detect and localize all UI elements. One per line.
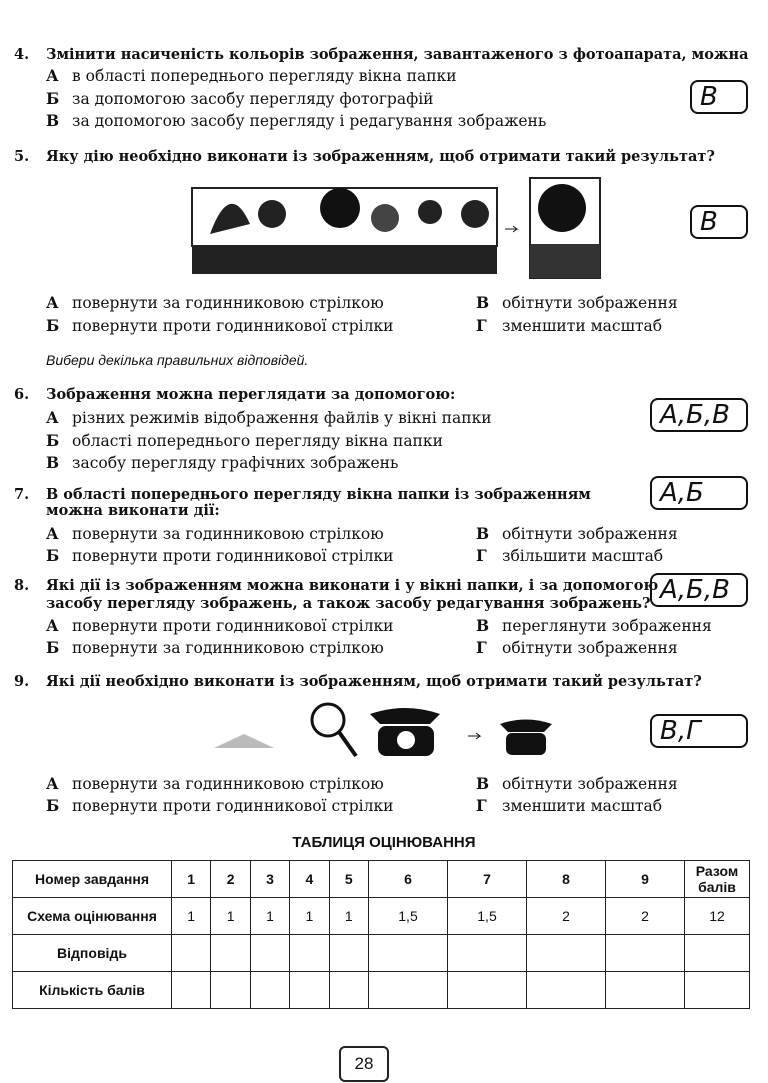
q6-option-a: А різних режимів відображення файлів у вікні папки xyxy=(46,408,492,427)
q8-option-a: А повернути проти годинникової стрілки xyxy=(46,616,394,635)
q4-option-b: Б за допомогою засобу перегляду фотографій xyxy=(46,89,434,108)
q8-option-v: В переглянути зображення xyxy=(476,616,712,635)
q9-option-a: А повернути за годинниковою стрілкою xyxy=(46,774,384,793)
q7-answer-box[interactable]: А,Б xyxy=(650,476,748,510)
q5-flowers-image xyxy=(190,174,610,280)
question-9: 9. Які дії необхідно виконати із зображенням, щоб отримати такий результат? xyxy=(14,673,702,690)
q6-option-c: В засобу перегляду графічних зображень xyxy=(46,453,399,472)
table-cell: 1 xyxy=(250,898,289,935)
table-cell: Відповідь xyxy=(13,935,172,972)
q7-option-v: В обітнути зображення xyxy=(476,524,678,543)
table-cell: Разом балів xyxy=(685,861,750,898)
q4-answer-box[interactable]: В xyxy=(690,80,748,114)
question-8: 8. Які дії із зображенням можна виконати і у вікні папки, і за допомогою xyxy=(14,577,659,594)
question-7-cont: можна виконати дії: xyxy=(46,502,220,519)
multiple-choice-hint: Вибери декілька правильних відповідей. xyxy=(46,352,309,368)
table-cell: 12 xyxy=(685,898,750,935)
q9-answer-box[interactable]: В,Г xyxy=(650,714,748,748)
table-header-row xyxy=(13,861,750,898)
table-cell: 4 xyxy=(290,861,329,898)
table-cell: 2 xyxy=(527,898,606,935)
question-8-cont: засобу перегляду зображень, а також засобу редагування зображень? xyxy=(46,595,651,612)
grading-table xyxy=(12,860,750,1009)
q5-answer-box[interactable]: В xyxy=(690,205,748,239)
table-scheme-row xyxy=(13,898,750,935)
table-cell: 3 xyxy=(250,861,289,898)
question-5: 5. Яку дію необхідно виконати із зображенням, щоб отримати такий результат? xyxy=(14,148,715,165)
table-points-row xyxy=(13,972,750,1009)
table-cell: 9 xyxy=(606,861,685,898)
table-cell: 1 xyxy=(290,898,329,935)
q7-option-b: Б повернути проти годинникової стрілки xyxy=(46,546,394,565)
page-number: 28 xyxy=(339,1046,389,1082)
q7-option-g: Г збільшити масштаб xyxy=(476,546,664,565)
q7-option-a: А повернути за годинниковою стрілкою xyxy=(46,524,384,543)
table-cell: Схема оцінювання xyxy=(13,898,172,935)
table-cell: 6 xyxy=(369,861,448,898)
q5-option-g: Г зменшити масштаб xyxy=(476,316,663,335)
q5-option-a: А повернути за годинниковою стрілкою xyxy=(46,293,384,312)
table-cell: 1 xyxy=(329,898,368,935)
table-cell: 2 xyxy=(211,861,250,898)
q4-option-c: В за допомогою засобу перегляду і редагування зображень xyxy=(46,111,547,130)
table-cell: 1,5 xyxy=(448,898,527,935)
table-answer-row xyxy=(13,935,750,972)
q9-option-g: Г зменшити масштаб xyxy=(476,796,663,815)
table-cell: 1 xyxy=(211,898,250,935)
question-6: 6. Зображення можна переглядати за допомогою: xyxy=(14,386,456,403)
q9-option-v: В обітнути зображення xyxy=(476,774,678,793)
table-cell: 1,5 xyxy=(369,898,448,935)
table-cell: 2 xyxy=(606,898,685,935)
grading-table-title: ТАБЛИЦЯ ОЦІНЮВАННЯ xyxy=(292,834,476,851)
question-7: 7. В області попереднього перегляду вікна папки із зображенням xyxy=(14,486,591,503)
table-cell: Кількість балів xyxy=(13,972,172,1009)
table-cell: 1 xyxy=(172,861,211,898)
table-cell: 1 xyxy=(172,898,211,935)
table-cell: 8 xyxy=(527,861,606,898)
q9-option-b: Б повернути проти годинникової стрілки xyxy=(46,796,394,815)
q9-telephone-image xyxy=(210,700,570,762)
q8-answer-box[interactable]: А,Б,В xyxy=(650,573,748,607)
q4-option-a: А в області попереднього перегляду вікна папки xyxy=(46,66,457,85)
q8-option-g: Г обітнути зображення xyxy=(476,638,678,657)
q5-option-v: В обітнути зображення xyxy=(476,293,678,312)
q5-option-b: Б повернути проти годинникової стрілки xyxy=(46,316,394,335)
table-cell: Номер завдання xyxy=(13,861,172,898)
table-cell: 7 xyxy=(448,861,527,898)
q8-option-b: Б повернути за годинниковою стрілкою xyxy=(46,638,384,657)
q6-answer-box[interactable]: А,Б,В xyxy=(650,398,748,432)
q6-option-b: Б області попереднього перегляду вікна папки xyxy=(46,431,443,450)
table-cell: 5 xyxy=(329,861,368,898)
question-4: 4. Змінити насиченість кольорів зображення, завантаженого з фотоапарата, можна xyxy=(14,46,749,63)
